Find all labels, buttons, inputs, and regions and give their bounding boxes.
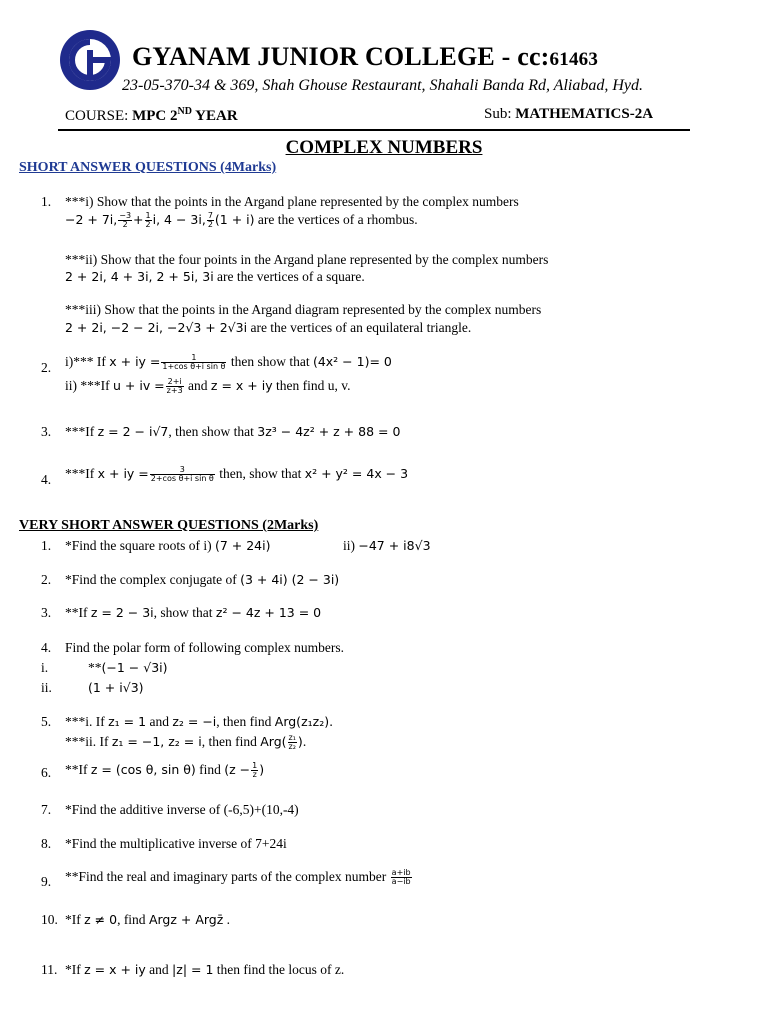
question-text: *Find the additive inverse of (-6,5)+(10,-4) bbox=[65, 802, 299, 817]
question-number: 11. bbox=[41, 962, 58, 977]
question-number: 10. bbox=[41, 912, 58, 927]
college-address: 23-05-370-34 & 369, Shah Ghouse Restaurant, Shahali Banda Rd, Aliabad, Hyd. bbox=[122, 77, 643, 94]
question-number: 1. bbox=[41, 194, 52, 209]
question-text: *Find the multiplicative inverse of 7+24i bbox=[65, 836, 287, 851]
question-text: ***ii) Show that the four points in the Argand plane represented by the complex numbers bbox=[65, 252, 549, 267]
question-math: *Find the complex conjugate of (3 + 4i) (2 − 3i) bbox=[65, 572, 340, 587]
question-number: 4. bbox=[41, 640, 52, 655]
question-math: −2 + 7i, $\frac{-3}{2}$ + $\frac{1}{2}$ i, 4 − 3i, $\frac{7}{2}$ (1 + i) are the vertices of a rhombus. bbox=[65, 211, 418, 230]
question-text: ***iii) Show that the points in the Argand diagram represented by the complex numbers bbox=[65, 302, 542, 317]
question-math: *If z ≠ 0, find Argz + Argz̄ . bbox=[65, 912, 231, 927]
question-text: Find the polar form of following complex numbers. bbox=[65, 640, 344, 655]
question-number: 7. bbox=[41, 802, 52, 817]
question-math: ***If x + iy = $\frac{3}{\text{2+cos θ+i sin θ}}$ then, show that x² + y² = 4x − 3 bbox=[65, 465, 409, 484]
question-number: 8. bbox=[41, 836, 52, 851]
question-math: (1 + i√3) bbox=[88, 680, 144, 695]
question-number: 4. bbox=[41, 472, 52, 487]
question-math: ***ii. If z₁ = −1, z₂ = i, then find Arg( $\frac{\text{z₁}}{\text{z₂}}$ ). bbox=[65, 733, 307, 752]
question-number: 9. bbox=[41, 874, 52, 889]
question-math: ii) ***If u + iv = $\frac{2+i}{z+3}$ and z = x + iy then find u, v. bbox=[65, 377, 351, 396]
course-line: COURSE: MPC 2ND YEAR bbox=[65, 106, 238, 124]
page-title: COMPLEX NUMBERS bbox=[285, 137, 483, 158]
question-number: 2. bbox=[41, 572, 52, 587]
section-heading-short-answer: SHORT ANSWER QUESTIONS (4Marks) bbox=[19, 160, 277, 175]
college-name: GYANAM JUNIOR COLLEGE - cc:61463 bbox=[132, 42, 599, 71]
question-math: *If z = x + iy and |z| = 1 then find the locus of z. bbox=[65, 962, 345, 977]
question-number: 2. bbox=[41, 360, 52, 375]
subject-line: Sub: MATHEMATICS-2A bbox=[484, 106, 654, 122]
question-math: **(−1 − √3i) bbox=[88, 660, 168, 675]
header-divider bbox=[58, 129, 690, 131]
question-text: ***i) Show that the points in the Argand plane represented by the complex numbers bbox=[65, 194, 519, 209]
question-math: ***If z = 2 − i√7, then show that 3z³ − 4z² + z + 88 = 0 bbox=[65, 424, 401, 439]
question-number: 6. bbox=[41, 765, 52, 780]
question-number: 5. bbox=[41, 714, 52, 729]
question-math: ***i. If z₁ = 1 and z₂ = −i, then find Arg(z₁z₂). bbox=[65, 714, 334, 729]
sub-item-label: i. bbox=[41, 660, 49, 675]
question-math: **If z = 2 − 3i, show that z² − 4z + 13 = 0 bbox=[65, 605, 322, 620]
sub-item-label: ii. bbox=[41, 680, 52, 695]
question-math: **Find the real and imaginary parts of the complex number $\frac{a+ib}{a-ib}$ bbox=[65, 868, 411, 887]
question-math: 2 + 2i, −2 − 2i, −2√3 + 2√3i are the vertices of an equilateral triangle. bbox=[65, 320, 472, 335]
college-logo bbox=[58, 28, 122, 92]
question-number: 1. bbox=[41, 538, 52, 553]
question-number: 3. bbox=[41, 424, 52, 439]
question-math: i)*** If x + iy = $\frac{1}{\text{1+cos θ+i sin θ}}$ then show that (4x² − 1)= 0 bbox=[65, 353, 392, 372]
question-number: 3. bbox=[41, 605, 52, 620]
question-math: 2 + 2i, 4 + 3i, 2 + 5i, 3i are the vertices of a square. bbox=[65, 269, 365, 284]
question-math: ii) −47 + i8√3 bbox=[343, 538, 431, 553]
question-math: *Find the square roots of i) (7 + 24i) bbox=[65, 538, 271, 553]
section-heading-very-short-answer: VERY SHORT ANSWER QUESTIONS (2Marks) bbox=[19, 518, 319, 533]
question-math: **If z = (cos θ, sin θ) find (z − $\frac{1}{z}$ ) bbox=[65, 761, 265, 780]
